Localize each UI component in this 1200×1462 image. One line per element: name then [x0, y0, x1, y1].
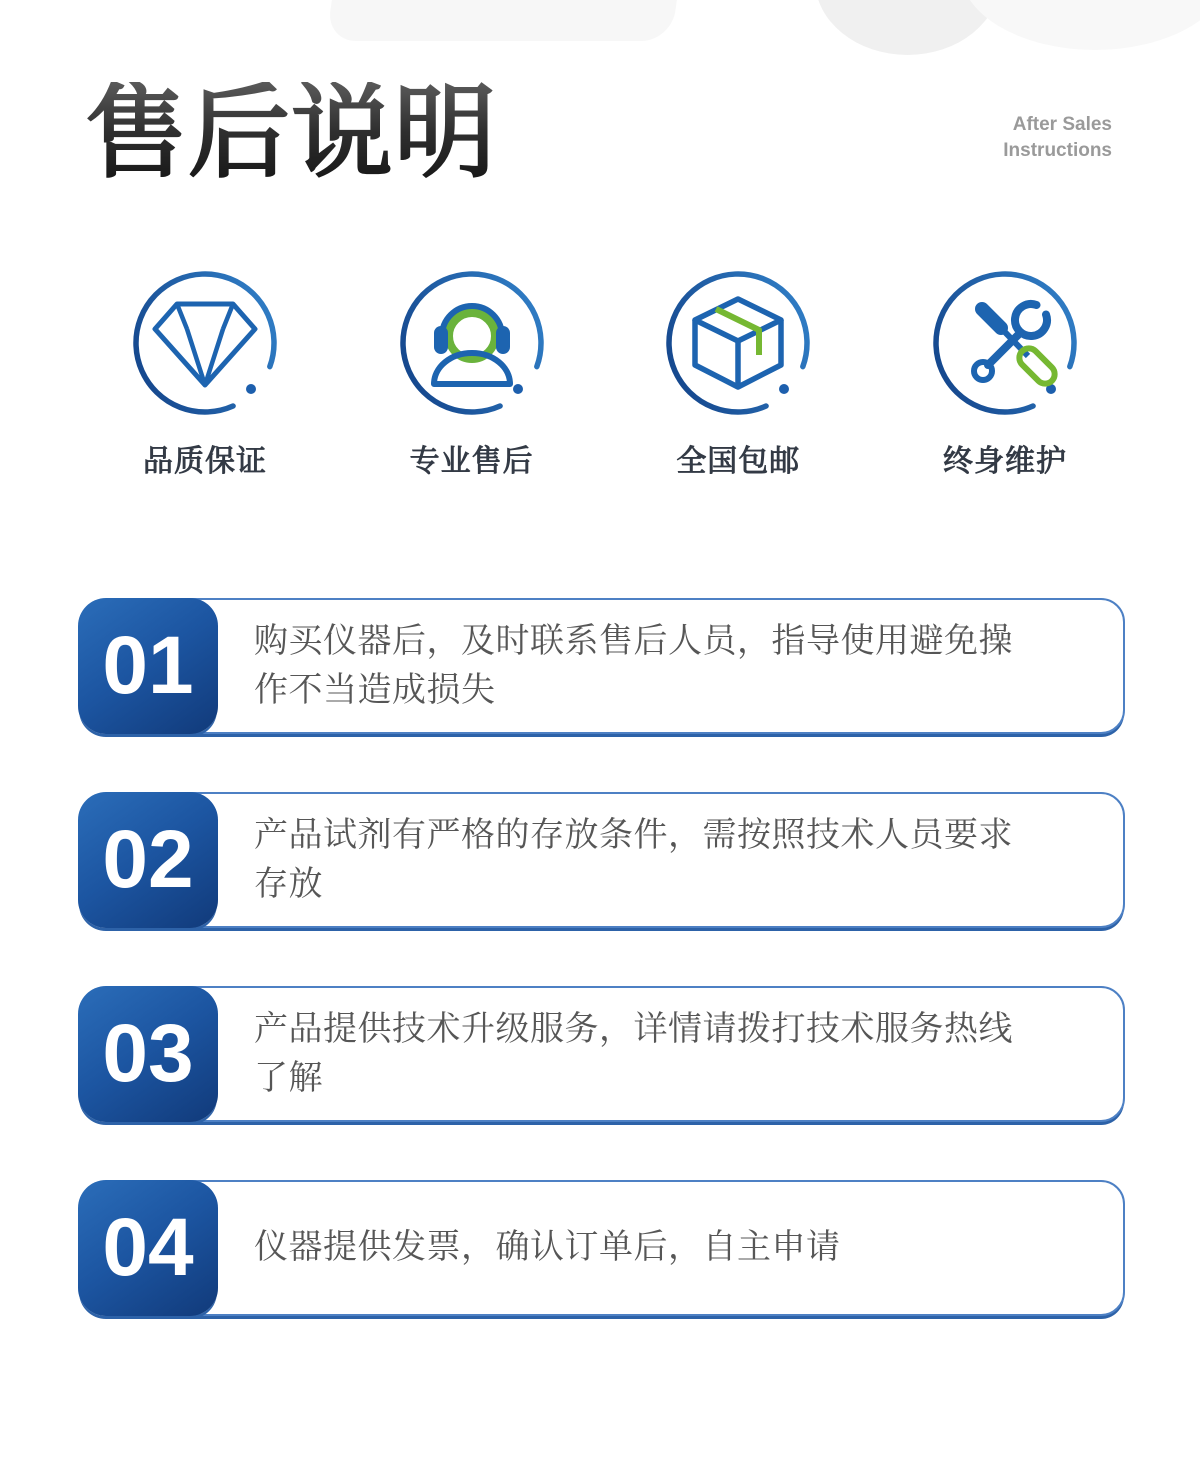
- item-number-badge: 04: [78, 1180, 218, 1316]
- instruction-list: [78, 598, 1125, 1316]
- list-item: [78, 598, 1125, 734]
- item-text: 产品试剂有严格的存放条件，需按照技术人员要求存放: [254, 815, 1013, 903]
- page-title: 售后说明: [85, 82, 1112, 188]
- subtitle-line2: Instructions: [1003, 139, 1112, 161]
- feature-label: 终身维护: [942, 445, 1067, 478]
- item-number-badge: 01: [78, 598, 218, 734]
- item-text: 购买仪器后，及时联系售后人员，指导使用避免操作不当造成损失: [254, 621, 1013, 709]
- list-item: [78, 986, 1125, 1122]
- feature-aftersales: [372, 268, 572, 480]
- feature-shipping: [638, 268, 838, 480]
- feature-label: 全国包邮: [676, 445, 801, 478]
- feature-label: 专业售后: [409, 445, 534, 478]
- item-number-badge: 03: [78, 986, 218, 1122]
- item-text-box: [100, 792, 1125, 928]
- item-text-box: [100, 1180, 1125, 1316]
- headset-icon: [397, 268, 547, 418]
- item-number-badge: 02: [78, 792, 218, 928]
- list-item: [78, 1180, 1125, 1316]
- item-text-box: [100, 598, 1125, 734]
- feature-label: 品质保证: [143, 445, 267, 478]
- subtitle-line1: After Sales: [1012, 114, 1112, 135]
- item-text-box: [100, 986, 1125, 1122]
- list-item: [78, 792, 1125, 928]
- header: [0, 0, 1200, 190]
- item-text: 仪器提供发票，确认订单后，自主申请: [254, 1228, 841, 1267]
- features-row: [105, 268, 1105, 480]
- item-text: 产品提供技术升级服务，详情请拨打技术服务热线了解: [254, 1009, 1013, 1097]
- subtitle: [1003, 112, 1112, 163]
- diamond-icon: [130, 268, 280, 418]
- feature-quality: [105, 268, 305, 480]
- feature-maintenance: [905, 268, 1105, 480]
- tools-icon: [930, 268, 1080, 418]
- package-icon: [663, 268, 813, 418]
